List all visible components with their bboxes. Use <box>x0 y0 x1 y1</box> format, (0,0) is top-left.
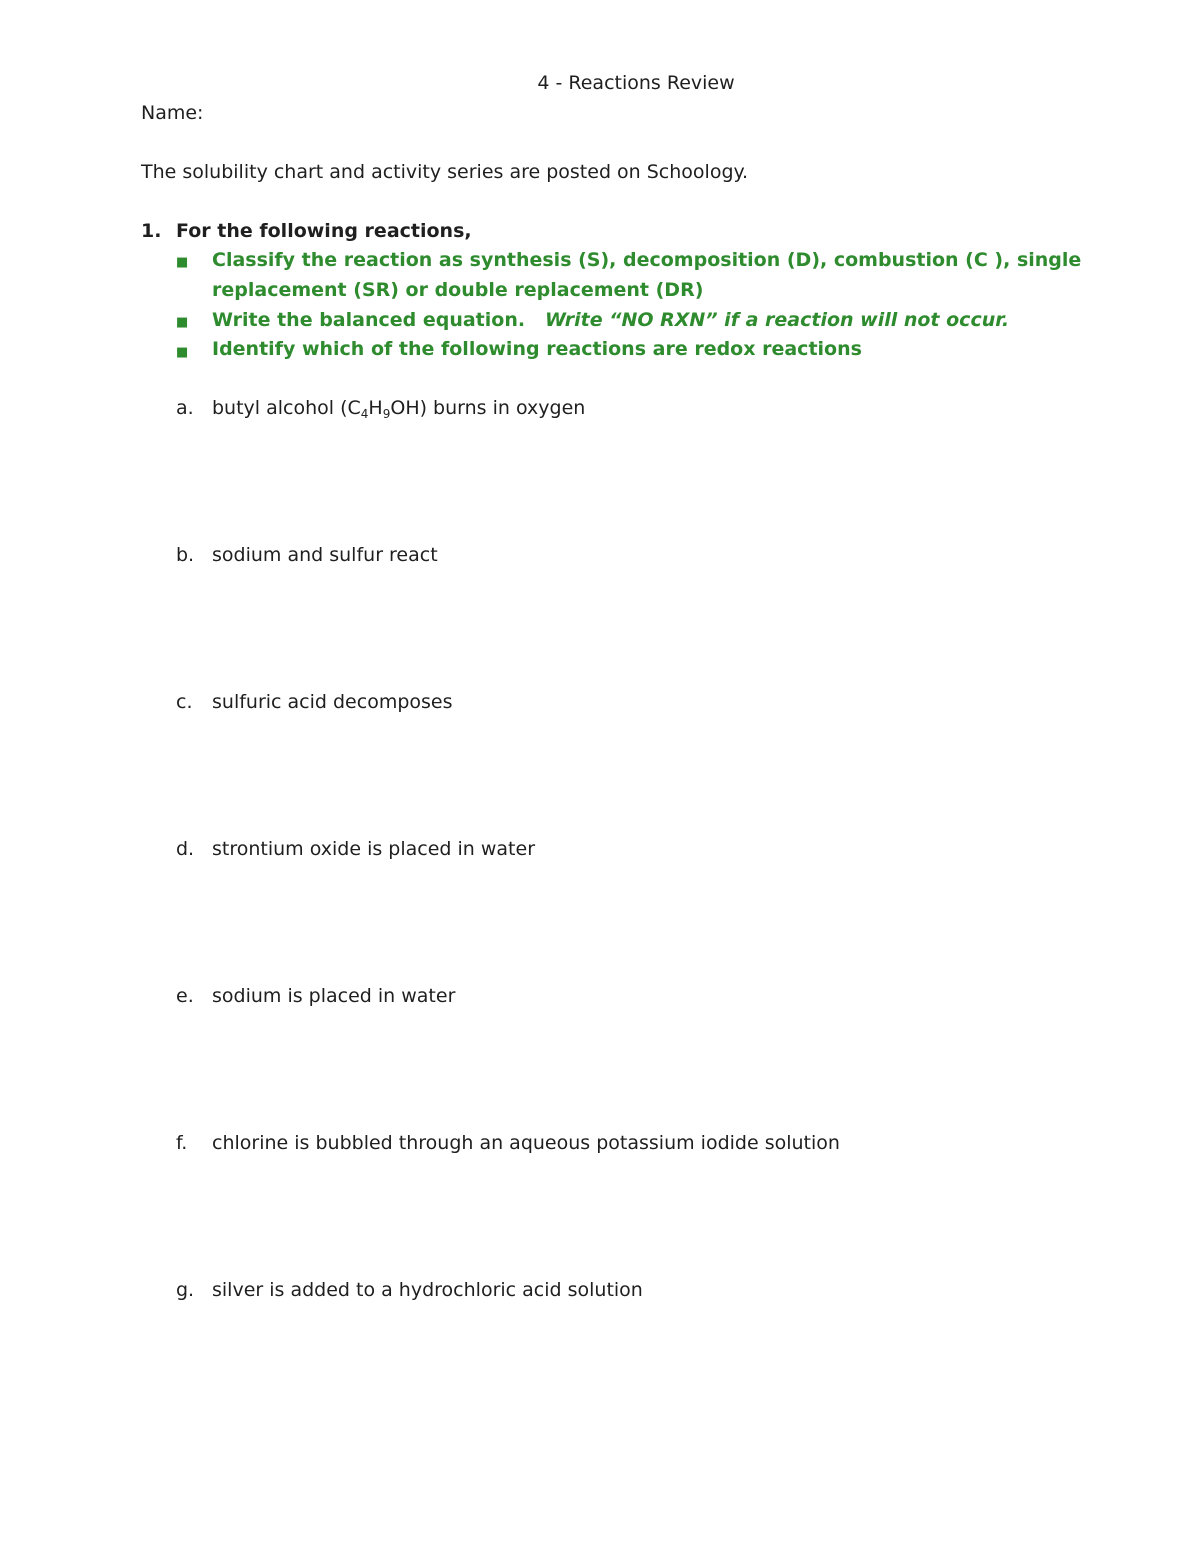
item-c-text: sulfuric acid decomposes <box>212 691 453 713</box>
item-d-text: strontium oxide is placed in water <box>212 838 536 860</box>
name-label: Name: <box>141 102 204 124</box>
item-e-text: sodium is placed in water <box>212 985 456 1007</box>
item-a-mid: H <box>368 397 383 419</box>
subscript-9: 9 <box>382 407 391 421</box>
item-a-post: OH) burns in oxygen <box>390 397 586 419</box>
item-letter: c. <box>176 691 193 713</box>
item-f-text: chlorine is bubbled through an aqueous potassium iodide solution <box>212 1132 840 1154</box>
instruction-classify-line2: replacement (SR) or double replacement (DR) <box>212 279 704 301</box>
square-bullet-icon: ■ <box>176 345 189 360</box>
item-letter: a. <box>176 397 194 419</box>
question-number: 1. <box>141 220 162 242</box>
item-a-pre: butyl alcohol (C <box>212 397 361 419</box>
instruction-redox: Identify which of the following reactions are redox reactions <box>212 338 862 360</box>
item-letter: d. <box>176 838 195 860</box>
square-bullet-icon: ■ <box>176 255 189 270</box>
item-letter: b. <box>176 544 195 566</box>
item-letter: g. <box>176 1279 195 1301</box>
instruction-balance <box>212 309 1009 331</box>
item-g-text: silver is added to a hydrochloric acid solution <box>212 1279 643 1301</box>
instruction-balance-text: Write the balanced equation. <box>212 309 526 331</box>
item-b-text: sodium and sulfur react <box>212 544 438 566</box>
intro-text: The solubility chart and activity series are posted on Schoology. <box>141 161 749 183</box>
subscript-4: 4 <box>360 407 369 421</box>
question-prompt: For the following reactions, <box>176 220 472 242</box>
page-title: 4 - Reactions Review <box>537 72 735 94</box>
item-letter: f. <box>176 1132 188 1154</box>
instruction-classify-line1: Classify the reaction as synthesis (S), decomposition (D), combustion (C ), single <box>212 249 1082 271</box>
square-bullet-icon: ■ <box>176 315 189 330</box>
instruction-no-rxn: Write “NO RXN” if a reaction will not occur. <box>544 309 1010 331</box>
item-a-text <box>212 397 585 419</box>
item-letter: e. <box>176 985 194 1007</box>
